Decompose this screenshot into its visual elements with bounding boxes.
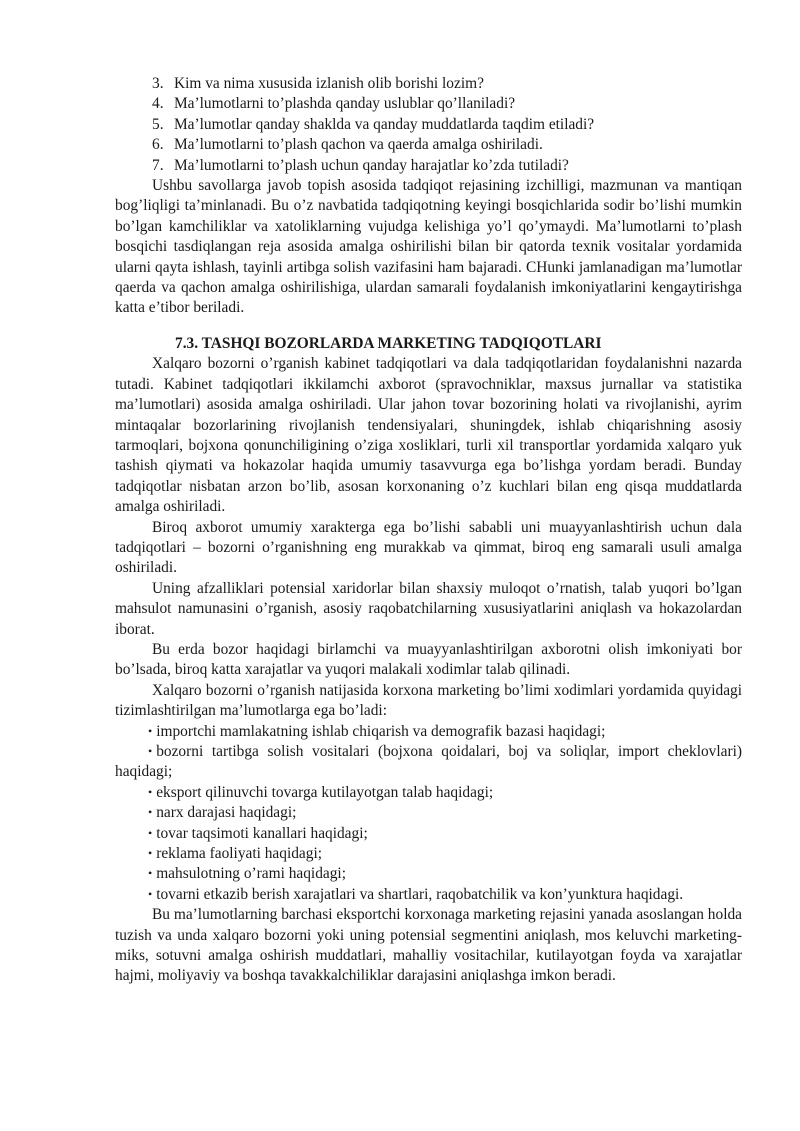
paragraph: Biroq axborot umumiy xarakterga ega bo’lishi sababli uni muayyanlashtirish uchun dala tadqiqotlari – bozorni o’rganishning eng murakkab va qimmat, biroq eng samarali usuli amalga oshiriladi. <box>115 518 742 577</box>
numbered-item <box>115 115 742 135</box>
bullet-item <box>115 722 742 742</box>
bullet-text: importchi mamlakatning ishlab chiqarish va demografik bazasi haqidagi; <box>156 722 606 740</box>
paragraph: Xalqaro bozorni o’rganish natijasida korxona marketing bo’limi xodimlari yordamida quyidagi tizimlashtirilgan ma’lumotlarga ega bo’ladi: <box>115 681 742 720</box>
bullet-text: tovarni etkazib berish xarajatlari va shartlari, raqobatchilik va kon’yunktura haqidagi. <box>156 885 684 903</box>
section-heading: 7.3. TASHQI BOZORLARDA MARKETING TADQIQOTLARI <box>175 334 602 352</box>
paragraph: Ushbu savollarga javob topish asosida tadqiqot rejasining izchilligi, mazmunan va mantiqan bog’liqligi ta’minlanadi. Bu o’z navbatida tadqiqotning keyingi bosqichlarida sodir bo’lishi mumkin bo’lgan kamchiliklar va xatoliklarning vujudga kelishiga yo’l qo’ymaydi. Ma’lumotlarni to’plash bosqichi tasdiqlangan reja asosida amalga oshirilishi bilan bir qatorda texnik vositalar yordamida ularni qayta ishlash, tayinli artibga solish vazifasini ham bajaradi. CHunki jamlanadigan ma’lumotlar qaerda va qachon amalga oshirilishiga, ulardan samarali foydalanish imkoniyatlarini kengaytirishga katta e’tibor beriladi. <box>115 177 742 317</box>
bullet-text: eksport qilinuvchi tovarga kutilayotgan talab haqidagi; <box>156 783 494 801</box>
numbered-item <box>115 156 742 176</box>
bullet-text: narx darajasi haqidagi; <box>156 804 297 822</box>
bullet-item <box>115 844 742 864</box>
bullet-icon: • <box>148 744 153 758</box>
paragraph: Bu ma’lumotlarning barchasi eksportchi korxonaga marketing rejasini yanada asoslangan holda tuzish va unda xalqaro bozorni yoki uning potensial segmentini aniqlash, mos keluvchi marketing-miks, sotuvni amalga oshirish muddatlari, mahalliy vositachilar, kutilayotgan foyda va xarajatlar hajmi, moliyaviy va boshqa tavakkalchiliklar darajasini aniqlashga imkon beradi. <box>115 906 742 985</box>
item-text: Ma’lumotlarni to’plashda qanday uslublar qo’llaniladi? <box>174 95 516 113</box>
bullet-text: reklama faoliyati haqidagi; <box>156 845 323 863</box>
numbered-item <box>115 94 742 114</box>
bullet-item <box>115 864 742 884</box>
bullet-text: tovar taqsimoti kanallari haqidagi; <box>156 824 368 842</box>
bullet-text: mahsulotning o’rami haqidagi; <box>156 865 346 883</box>
bullet-icon: • <box>148 805 153 820</box>
item-number: 7. <box>152 156 164 174</box>
item-text: Ma’lumotlarni to’plash qachon va qaerda amalga oshiriladi. <box>174 136 543 154</box>
bullet-text: bozorni tartibga solish vositalari (bojxona qoidalari, boj va soliqlar, import cheklovlari) haqidagi; <box>115 743 742 781</box>
bullet-item <box>115 783 742 803</box>
paragraph: Xalqaro bozorni o’rganish kabinet tadqiqotlari va dala tadqiqotlaridan foydalanishni nazarda tutadi. Kabinet tadqiqotlari ikkilamchi axborot (spravochniklar, maxsus jurnallar va statistika ma’lumotlari) asosida amalga oshiriladi. Ular jahon tovar bozorining holati va rivojlanishi, ayrim mintaqalar bozorlarining rivojlanish tendensiyalari, shuningdek, ishlab chiqarishning asosiy tarmoqlari, bojxona qonunchiligining o’ziga xosliklari, turli xil transportlar yordamida xalqaro yuk tashish qiymati va hokazolar haqida umumiy tasavvurga ega bo’lishga yordam beradi. Bunday tadqiqotlar nisbatan arzon bo’lib, asosan korxonaning o’z kuchlari bilan eng qisqa muddatlarda amalga oshiriladi. <box>115 355 742 516</box>
item-number: 4. <box>152 95 164 113</box>
bullet-item <box>115 742 742 783</box>
item-number: 3. <box>152 75 164 92</box>
bullet-item <box>115 885 742 905</box>
item-text: Ma’lumotlarni to’plash uchun qanday harajatlar ko’zda tutiladi? <box>174 156 569 174</box>
paragraph: Uning afzalliklari potensial xaridorlar bilan shaxsiy muloqot o’rnatish, talab yuqori bo’lgan mahsulot namunasini o’rganish, asosiy raqobatchilarning xususiyatlarini aniqlash va hokazolardan iborat. <box>115 579 742 638</box>
numbered-item <box>115 74 742 94</box>
bullet-icon: • <box>148 846 153 861</box>
bullet-icon: • <box>148 886 153 901</box>
paragraph: Bu erda bozor haqidagi birlamchi va muayyanlashtirilgan axborotni olish imkoniyati bor bo’lsada, biroq katta xarajatlar va yuqori malakali xodimlar talab qilinadi. <box>115 640 742 679</box>
bullet-item <box>115 803 742 823</box>
document-page <box>115 74 742 987</box>
bullet-icon: • <box>148 784 153 799</box>
bullet-icon: • <box>148 723 153 738</box>
item-text: Ma’lumotlar qanday shaklda va qanday muddatlarda taqdim etiladi? <box>174 115 595 133</box>
bullet-icon: • <box>148 866 153 881</box>
bullet-icon: • <box>148 825 153 840</box>
item-number: 5. <box>152 115 164 133</box>
bullet-item <box>115 824 742 844</box>
item-text: Kim va nima xususida izlanish olib borishi lozim? <box>174 75 484 92</box>
numbered-item <box>115 135 742 155</box>
item-number: 6. <box>152 136 164 154</box>
